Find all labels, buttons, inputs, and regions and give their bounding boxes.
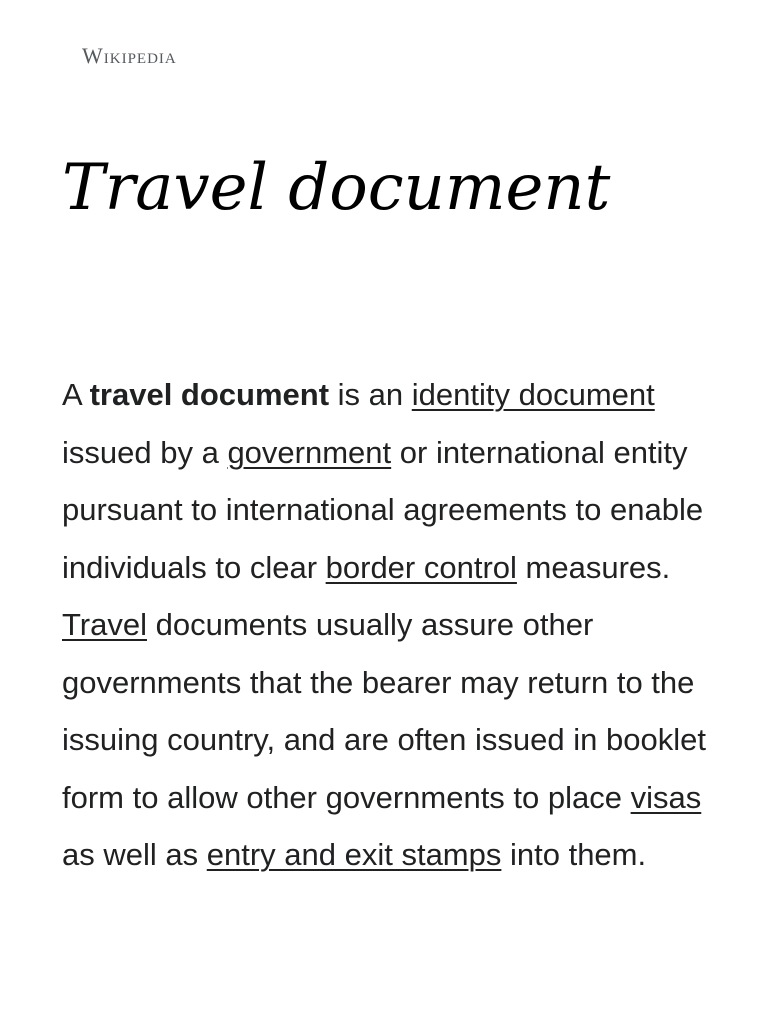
link-visas[interactable]: visas (630, 779, 702, 815)
text-span: measures. (516, 549, 671, 585)
text-span: is an (329, 377, 412, 412)
page-header (82, 40, 177, 72)
link-border-control[interactable]: border control (325, 549, 517, 585)
text-span: issued by a (62, 434, 228, 470)
intro-paragraph (62, 366, 722, 884)
bold-term: travel document (89, 377, 330, 412)
text-span: into them. (501, 837, 647, 872)
link-government[interactable]: government (227, 434, 392, 470)
text-span: documents usually assure other governments that the bearer may return to the issuing country, and are often issued in booklet form to allow other governments to place (62, 607, 706, 815)
wikipedia-logo[interactable]: Wikipedia (82, 43, 177, 68)
text-span: or international entity pursuant to international agreements to enable individuals to clear (62, 434, 704, 585)
link-identity-document[interactable]: identity document (411, 377, 655, 412)
text-span: A (62, 377, 90, 412)
link-travel[interactable]: Travel (62, 607, 147, 642)
article-content (62, 366, 722, 884)
link-entry-and-exit-stamps[interactable]: entry and exit stamps (206, 837, 502, 872)
page-title: Travel document (62, 151, 611, 225)
text-span: as well as (62, 837, 207, 872)
